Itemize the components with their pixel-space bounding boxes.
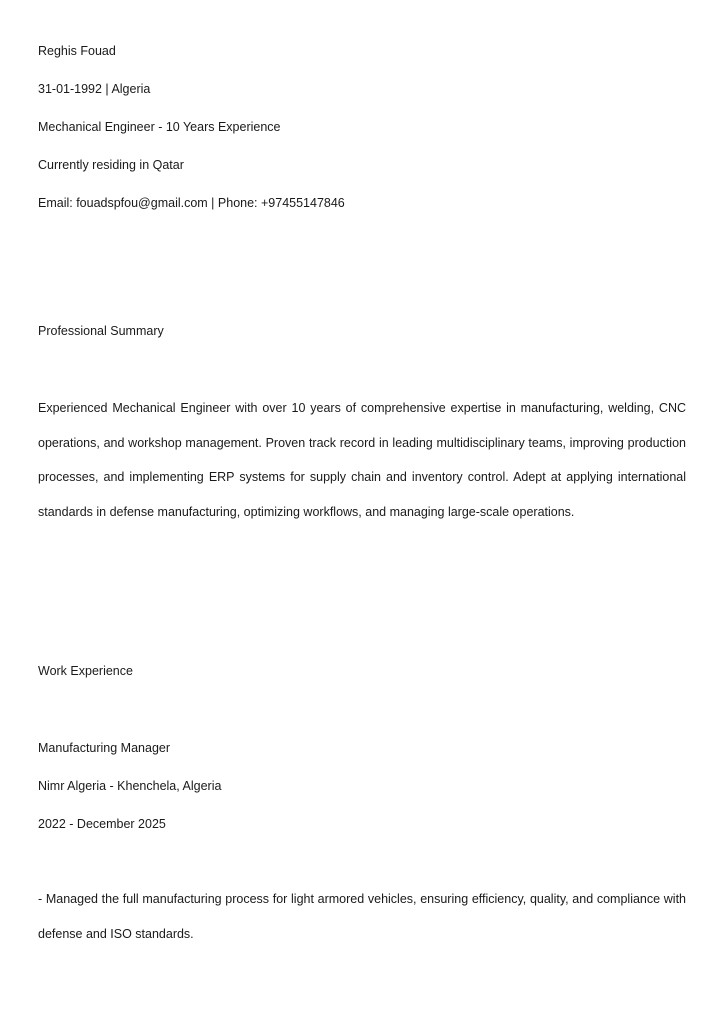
professional-title: Mechanical Engineer - 10 Years Experience (38, 120, 281, 134)
birth-date-country: 31-01-1992 | Algeria (38, 82, 151, 96)
job-bullet: - Managed the full manufacturing process for light armored vehicles, ensuring efficiency, quality, and compliance with defense and ISO standards. (38, 892, 686, 941)
summary-heading: Professional Summary (38, 324, 164, 338)
residence-line: Currently residing in Qatar (38, 158, 184, 172)
experience-heading: Work Experience (38, 664, 133, 678)
contact-line: Email: fouadspfou@gmail.com | Phone: +97455147846 (38, 196, 345, 210)
job-company: Nimr Algeria - Khenchela, Algeria (38, 779, 222, 793)
summary-text: Experienced Mechanical Engineer with over 10 years of comprehensive expertise in manufacturing, welding, CNC operations, and workshop management. Proven track record in leading multidisciplinary teams, improving production processes, and implementing ERP systems for supply chain and inventory control. Adept at applying international standards in defense manufacturing, optimizing workflows, and managing large-scale operations. (38, 401, 686, 519)
job-role: Manufacturing Manager (38, 741, 171, 755)
candidate-name: Reghis Fouad (38, 44, 116, 58)
job-period: 2022 - December 2025 (38, 817, 166, 831)
